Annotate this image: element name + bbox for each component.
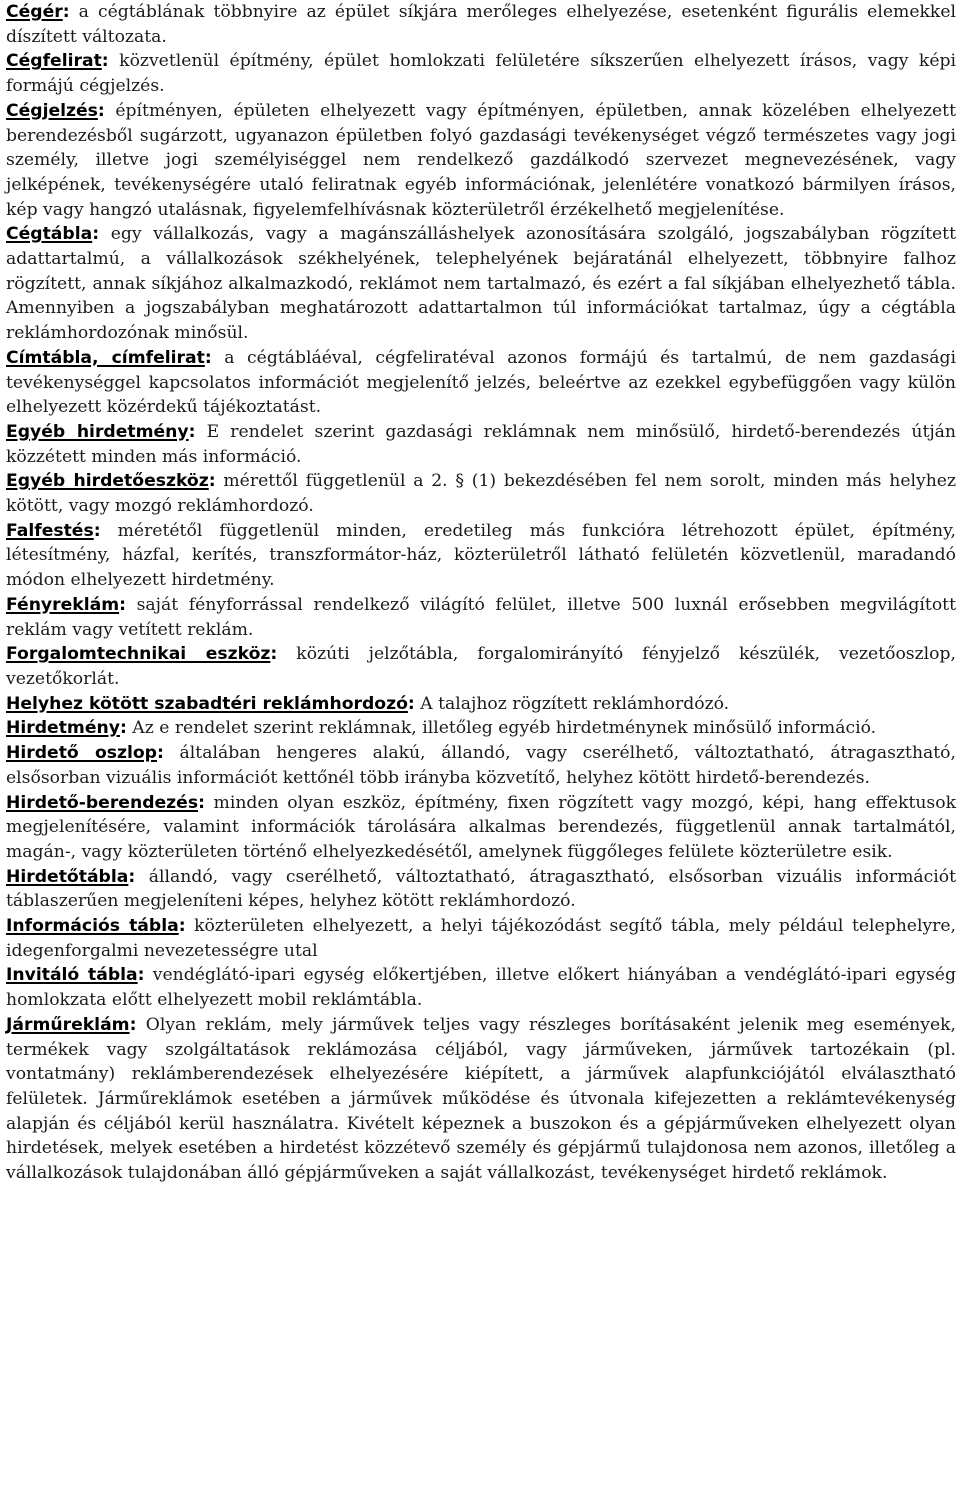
term-separator: : xyxy=(128,866,136,887)
definition: építményen, épületen elhelyezett vagy építményen, épületben, annak közelében elhelyezett berendezésből sugárzott, ugyanazon épületben folyó gazdasági tevékenységet végző természetes vagy jogi személy, illetve jogi személyiséggel nem rendelkező gazdálkodó szervezet megnevezésének, vagy jelképének, tevékenységére utaló feliratnak egyéb információnak, jelenlétére vonatkozó bármilyen írásos, kép vagy hangzó utalásnak, figyelemfelhívásnak közterületről érzékelhető megjelenítése. xyxy=(6,100,956,220)
entry-helyhez-kotott-reklamhordozo xyxy=(6,692,956,717)
entry-ceger xyxy=(6,0,956,49)
definition: általában hengeres alakú, állandó, vagy cserélhető, változtatható, átragasztható, elsősorban vizuális információt kettőnél több irányba közvetítő, helyhez kötött hirdető-berendezés. xyxy=(6,743,956,788)
term: Fényreklám xyxy=(6,594,120,615)
entry-cegfelirat xyxy=(6,49,956,98)
term-separator: : xyxy=(119,594,126,615)
term-separator: : xyxy=(93,520,101,541)
term-separator: : xyxy=(407,693,415,714)
term: Hirdetmény xyxy=(6,718,120,739)
entry-hirdeto-oszlop xyxy=(6,741,956,790)
term: Invitáló tábla xyxy=(6,965,138,986)
entry-egyeb-hirdetoeszkoz xyxy=(6,469,956,518)
entry-egyeb-hirdetmeny xyxy=(6,420,956,469)
term: Cégér xyxy=(6,2,63,22)
definition: a cégtábláéval, cégfeliratéval azonos formájú és tartalmú, de nem gazdasági tevékenységgel kapcsolatos információt megjelenítő jelzés, beleértve az ezekkel egybefüggően vagy külön elhelyezett közérdekű tájékoztatást. xyxy=(6,347,956,418)
term-separator: : xyxy=(97,100,105,121)
entry-hirdetotabla xyxy=(6,865,956,914)
entry-cegtabla xyxy=(6,222,956,346)
term: Járműreklám xyxy=(6,1014,130,1035)
definition: közvetlenül építmény, épület homlokzati felületére síkszerűen elhelyezett írásos, vagy képi formájú cégjelzés. xyxy=(6,51,956,97)
entry-cimtabla xyxy=(6,346,956,420)
entry-cegjelzes xyxy=(6,99,956,223)
term: Cégfelirat xyxy=(6,51,102,72)
term-separator: : xyxy=(137,965,145,986)
term-separator: : xyxy=(119,718,127,739)
term-separator: : xyxy=(101,51,109,72)
entry-hirdetmeny xyxy=(6,716,956,741)
definition: Olyan reklám, mely járművek teljes vagy részleges borításaként jelenik meg események, termékek vagy szolgáltatások reklámozása céljából, vagy járműveken, járművek tartozékain (pl. vontatmány) reklámberendezések elhelyezésére kiépített, a járművek alapfunkciójától elválasztható felületek. Járműreklámok esetében a járművek működése és útvonala kifejezetten a reklámtevékenység alapján és céljából kerül használatra. Kivételt képeznek a buszokon és a gépjárműveken elhelyezett olyan hirdetések, melyek esetében a hirdetést közzétevő személy és gépjármű tulajdonosa nem azonos, illetőleg a vállalkozások tulajdonában álló gépjárműveken a saját vállalkozást, tevékenységet hirdető reklámok. xyxy=(6,1014,956,1184)
term: Címtábla, címfelirat xyxy=(6,347,205,368)
definition: állandó, vagy cserélhető, változtatható, átragasztható, elsősorban vizuális információt táblaszerűen megjeleníteni képes, helyhez kötött reklámhordozó. xyxy=(6,866,956,912)
entry-hirdeto-berendezes xyxy=(6,791,956,865)
term: Cégjelzés xyxy=(6,100,98,121)
term: Egyéb hirdetmény xyxy=(6,421,189,442)
term-separator: : xyxy=(270,644,278,665)
definition: a cégtáblának többnyire az épület síkjára merőleges elhelyezése, esetenként figurális elemekkel díszített változata. xyxy=(6,2,956,47)
definition: saját fényforrással rendelkező világító felület, illetve 500 luxnál erősebben megvilágított reklám vagy vetített reklám. xyxy=(6,594,956,640)
definition: közúti jelzőtábla, forgalomirányító fényjelző készülék, vezetőoszlop, vezetőkorlát. xyxy=(6,644,956,689)
term: Forgalomtechnikai eszköz xyxy=(6,644,271,665)
term-separator: : xyxy=(62,2,70,22)
term: Hirdető oszlop xyxy=(6,743,157,764)
definition: egy vállalkozás, vagy a magánszálláshelyek azonosítására szolgáló, jogszabályban rögzített adattartalmú, a vállalkozások székhelyének, telephelyének bejáratánál elhelyezett, többnyire falhoz rögzített, annak síkjához alkalmazkodó, reklámot nem tartalmazó, és ezért a fal síkjában elhelyezhető tábla. Amennyiben a jogszabályban meghatározott adattartalmon túl információkat tartalmaz, úgy a cégtábla reklámhordozónak minősül. xyxy=(6,224,956,344)
term: Cégtábla xyxy=(6,224,93,245)
term: Falfestés xyxy=(6,520,94,541)
term-separator: : xyxy=(188,421,196,442)
entry-informacios-tabla xyxy=(6,914,956,963)
term-separator: : xyxy=(157,743,164,764)
entry-invitalo-tabla xyxy=(6,963,956,1012)
entry-jarmureklam xyxy=(6,1013,956,1186)
entry-fenyreklam xyxy=(6,593,956,642)
term: Hirdetőtábla xyxy=(6,866,129,887)
term-separator: : xyxy=(129,1014,137,1035)
definition: minden olyan eszköz, építmény, fixen rögzített vagy mozgó, képi, hang effektusok megjelenítésére, valamint információk tárolására alkalmas berendezés, függetlenül annak tartalmától, magán-, vagy közterületen történő elhelyezkedésétől, amelynek függőleges felülete közterületre esik. xyxy=(6,792,956,862)
term-separator: : xyxy=(208,471,216,492)
term-separator: : xyxy=(178,916,186,937)
glossary-document xyxy=(6,0,956,1186)
definition: méretétől függetlenül minden, eredetileg más funkcióra létrehozott épület, építmény, létesítmény, házfal, kerítés, transzformátor-ház, közterületről látható felületén közvetlenül, maradandó módon elhelyezett hirdetmény. xyxy=(6,520,956,591)
definition: közterületen elhelyezett, a helyi tájékozódást segítő tábla, mely például telephelyre, idegenforgalmi nevezetességre utal xyxy=(6,916,957,961)
term: Hirdető-berendezés xyxy=(6,792,199,813)
term-separator: : xyxy=(92,224,100,245)
definition: Az e rendelet szerint reklámnak, illetőleg egyéb hirdetménynek minősülő információ. xyxy=(126,718,877,739)
definition: E rendelet szerint gazdasági reklámnak nem minősülő, hirdető-berendezés útján közzétett minden más információ. xyxy=(6,421,956,467)
term-separator: : xyxy=(204,347,212,368)
definition: vendéglátó-ipari egység előkertjében, illetve előkert hiányában a vendéglátó-ipari egység homlokzata előtt elhelyezett mobil reklámtábla. xyxy=(6,965,956,1011)
term: Helyhez kötött szabadtéri reklámhordozó xyxy=(6,693,408,714)
term-separator: : xyxy=(198,792,205,813)
entry-falfestes xyxy=(6,519,956,593)
definition: mérettől függetlenül a 2. § (1) bekezdésében fel nem sorolt, minden más helyhez kötött, vagy mozgó reklámhordozó. xyxy=(6,471,956,517)
term: Egyéb hirdetőeszköz xyxy=(6,471,209,492)
term: Információs tábla xyxy=(6,916,179,937)
entry-forgalomtechnikai-eszkoz xyxy=(6,642,956,691)
definition: A talajhoz rögzített reklámhordózó. xyxy=(414,693,730,714)
